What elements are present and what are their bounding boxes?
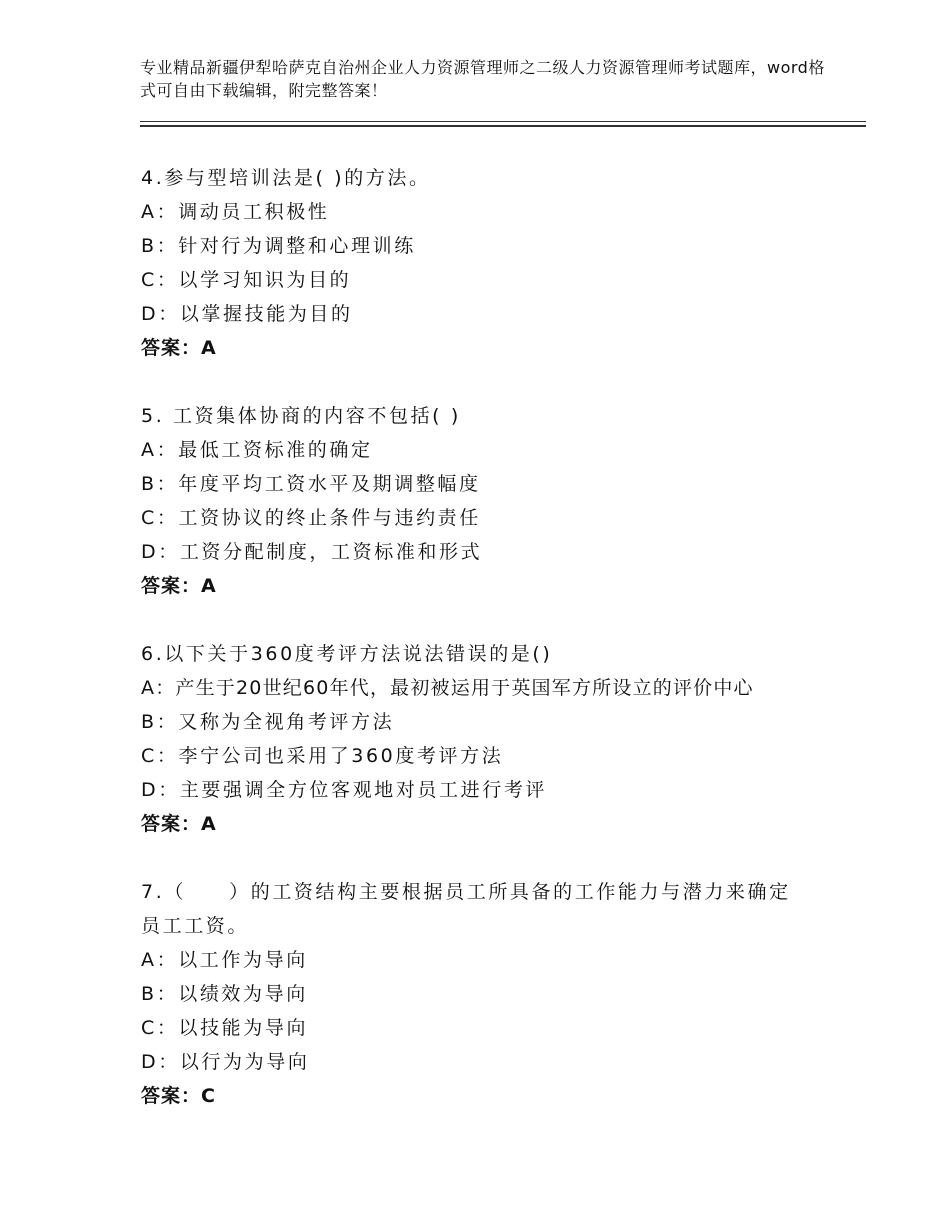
- question-7: [141, 875, 831, 1113]
- option-d: D：工资分配制度，工资标准和形式: [141, 541, 483, 563]
- header-divider-thick: [140, 125, 866, 127]
- document-title: 专业精品新疆伊犁哈萨克自治州企业人力资源管理师之二级人力资源管理师考试题库，word格式可自由下载编辑，附完整答案！: [140, 58, 825, 100]
- option-b: B：针对行为调整和心理训练: [141, 235, 416, 257]
- option-c: C：工资协议的终止条件与违约责任: [141, 507, 481, 529]
- question-5: [141, 399, 831, 603]
- option-d: D：以掌握技能为目的: [141, 303, 353, 325]
- question-6: [141, 637, 831, 841]
- question-stem: 7.（ ）的工资结构主要根据员工所具备的工作能力与潜力来确定员工工资。: [141, 881, 791, 937]
- answer: 答案：A: [141, 575, 217, 597]
- answer: 答案：C: [141, 1085, 216, 1107]
- header-divider-thin: [140, 121, 866, 122]
- question-4: [141, 161, 831, 365]
- option-a: A：产生于20世纪60年代，最初被运用于英国军方所设立的评价中心: [141, 677, 754, 699]
- option-c: C：以技能为导向: [141, 1017, 309, 1039]
- question-stem: 5. 工资集体协商的内容不包括( ): [141, 405, 461, 427]
- document-header: [140, 56, 830, 102]
- answer: 答案：A: [141, 337, 217, 359]
- question-stem: 4.参与型培训法是( )的方法。: [141, 167, 431, 189]
- option-a: A：调动员工积极性: [141, 201, 330, 223]
- option-c: C：以学习知识为目的: [141, 269, 352, 291]
- answer: 答案：A: [141, 813, 217, 835]
- option-d: D：以行为为导向: [141, 1051, 310, 1073]
- option-b: B：又称为全视角考评方法: [141, 711, 395, 733]
- option-d: D：主要强调全方位客观地对员工进行考评: [141, 779, 548, 801]
- option-a: A：以工作为导向: [141, 949, 308, 971]
- option-b: B：以绩效为导向: [141, 983, 308, 1005]
- question-stem: 6.以下关于360度考评方法说法错误的是(): [141, 643, 553, 665]
- option-c: C：李宁公司也采用了360度考评方法: [141, 745, 504, 767]
- option-a: A：最低工资标准的确定: [141, 439, 373, 461]
- option-b: B：年度平均工资水平及期调整幅度: [141, 473, 481, 495]
